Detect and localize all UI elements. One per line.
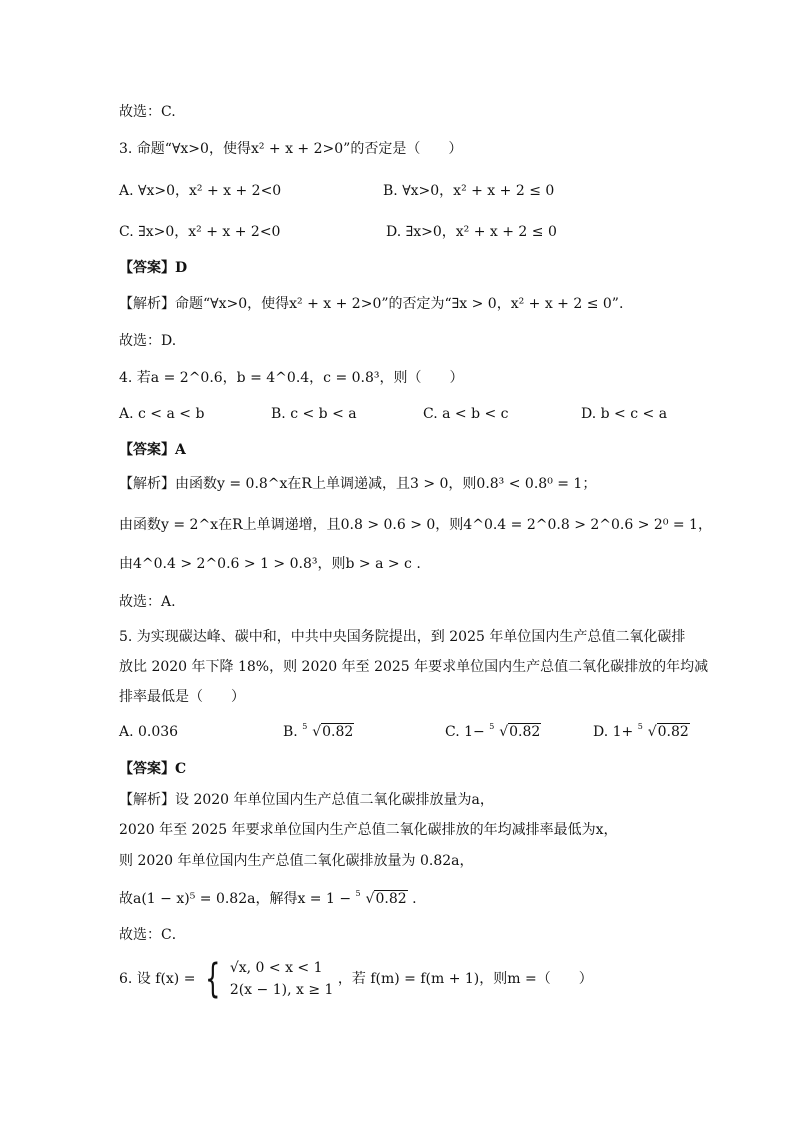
radical-index: 5 xyxy=(489,722,495,731)
radical-index: 5 xyxy=(637,722,643,731)
option-label: C. 1− xyxy=(445,724,485,740)
analysis: 【解析】命题“∀x>0，使得x² + x + 2>0”的否定为“∃x > 0，x² + x + 2 ≤ 0”. xyxy=(119,296,624,312)
radical: 5 √0.82 xyxy=(489,722,541,742)
analysis: 由4^0.4 > 2^0.6 > 1 > 0.8³，则b > a > c . xyxy=(119,556,421,572)
option-b xyxy=(283,722,354,742)
piecewise-cases xyxy=(230,957,334,1001)
question-5: 放比 2020 年下降 18%，则 2020 年至 2025 年要求单位国内生产总值二氧化碳排放的年均减 xyxy=(119,659,709,675)
radical-index: 5 xyxy=(355,889,361,898)
option-b: B. c < b < a xyxy=(271,406,357,422)
period: . xyxy=(412,891,417,907)
radical-index: 5 xyxy=(302,722,308,731)
option-c xyxy=(445,722,541,742)
answer-label: 【答案】D xyxy=(119,260,188,276)
analysis: 【解析】由函数y = 0.8^x在R上单调递减，且3 > 0，则0.8³ < 0.8⁰ = 1； xyxy=(119,476,597,492)
text-line: 故选：C． xyxy=(119,927,186,943)
question-5: 排率最低是（ ） xyxy=(119,689,245,705)
analysis: 2020 年至 2025 年要求单位国内生产总值二氧化碳排放的年均减排率最低为x， xyxy=(119,822,618,838)
question-3: 3. 命题“∀x>0，使得x² + x + 2>0”的否定是（ ） xyxy=(119,141,463,157)
option-d: D. ∃x>0，x² + x + 2 ≤ 0 xyxy=(386,224,557,240)
radical: 5 √0.82 xyxy=(638,722,690,742)
question-condition: ，若 f(m) = f(m + 1)，则m =（ ） xyxy=(337,971,593,987)
question-4: 4. 若a = 2^0.6，b = 4^0.4，c = 0.8³，则（ ） xyxy=(119,370,464,386)
option-label: B. xyxy=(283,724,298,740)
radical: 5 √0.82 xyxy=(356,889,408,909)
analysis: 则 2020 年单位国内生产总值二氧化碳排放量为 0.82a， xyxy=(119,853,474,869)
question-6 xyxy=(119,955,593,1003)
radicand: 0.82 xyxy=(375,891,407,907)
radical: 5 √0.82 xyxy=(302,722,354,742)
analysis: 由函数y = 2^x在R上单调递增，且0.8 > 0.6 > 0，则4^0.4 = 2^0.8 > 2^0.6 > 2⁰ = 1， xyxy=(119,517,712,533)
left-brace: { xyxy=(204,956,221,1002)
radicand: 0.82 xyxy=(509,724,541,740)
analysis xyxy=(119,889,417,909)
option-d xyxy=(593,722,690,742)
text-line: 故选：D. xyxy=(119,333,177,349)
case-2: 2(x − 1), x ≥ 1 xyxy=(229,982,334,998)
answer-label: 【答案】C xyxy=(119,761,187,777)
radicand: 0.82 xyxy=(657,724,689,740)
option-a: A. 0.036 xyxy=(119,724,179,740)
option-d: D. b < c < a xyxy=(581,406,668,422)
text-line: 故选：C. xyxy=(119,104,176,120)
equation-text: 故a(1 − x)⁵ = 0.82a，解得x = 1 − xyxy=(119,891,352,907)
option-label: D. 1+ xyxy=(593,724,634,740)
radicand: 0.82 xyxy=(322,724,354,740)
case-1: √x, 0 < x < 1 xyxy=(229,960,323,976)
answer-label: 【答案】A xyxy=(119,442,186,458)
question-5: 5. 为实现碳达峰、碳中和，中共中央国务院提出，到 2025 年单位国内生产总值二氧化碳排 xyxy=(119,629,686,645)
option-b: B. ∀x>0，x² + x + 2 ≤ 0 xyxy=(383,183,555,199)
option-a: A. ∀x>0，x² + x + 2<0 xyxy=(119,183,282,199)
option-c: C. ∃x>0，x² + x + 2<0 xyxy=(119,224,281,240)
analysis: 【解析】设 2020 年单位国内生产总值二氧化碳排放量为a， xyxy=(119,792,494,808)
text-line: 故选：A. xyxy=(119,594,176,610)
function-label: 6. 设 f(x) = xyxy=(119,971,196,987)
option-a: A. c < a < b xyxy=(119,406,205,422)
option-c: C. a < b < c xyxy=(423,406,509,422)
